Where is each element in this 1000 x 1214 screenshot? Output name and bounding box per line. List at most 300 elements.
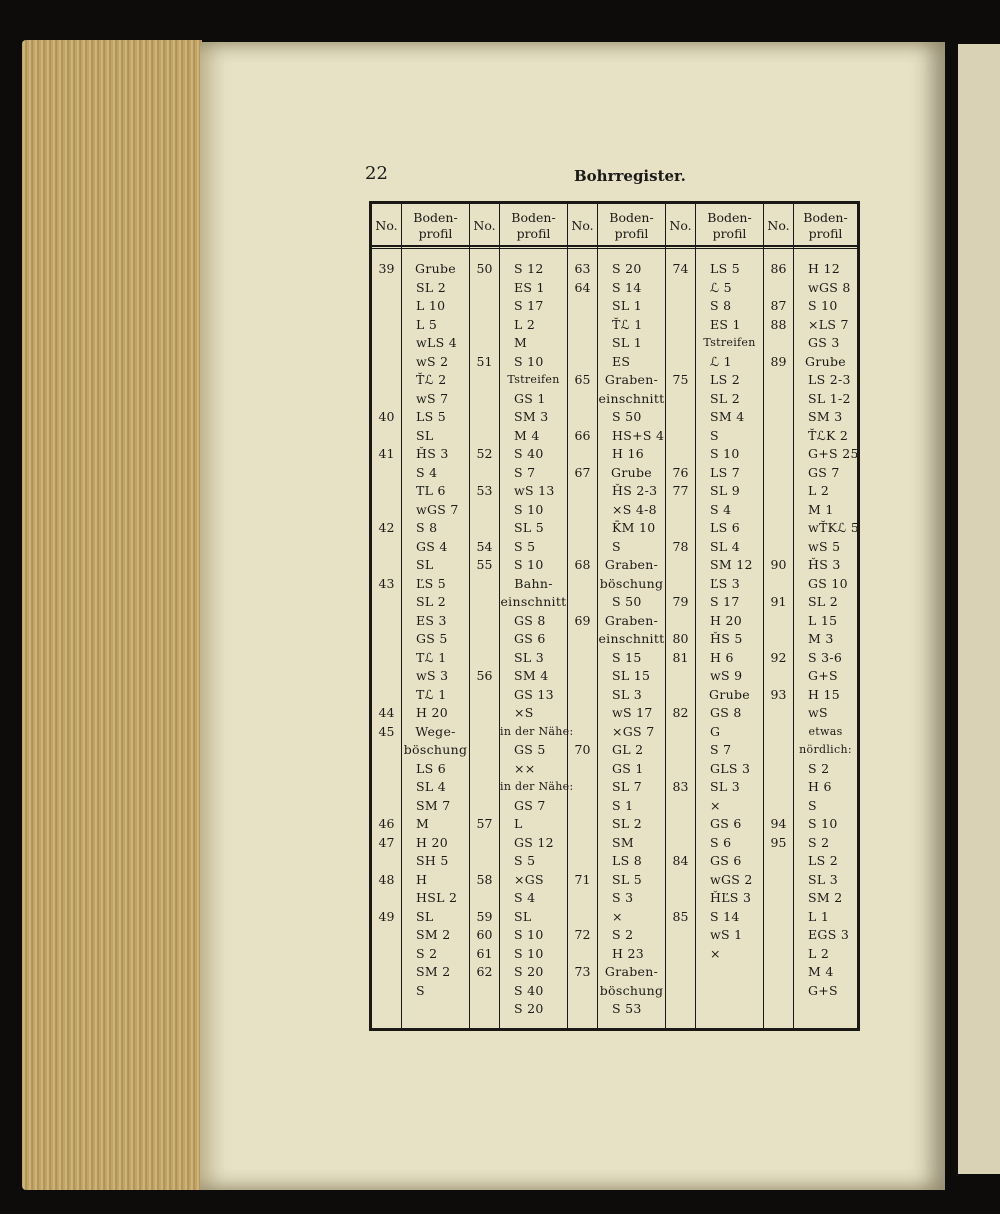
profile-entry: wGS 8 [808, 279, 851, 295]
profile-entry: SM 3 [514, 409, 549, 424]
profile-entry: Tstreifen [507, 373, 560, 386]
boring-number [470, 852, 499, 871]
boring-number [764, 408, 793, 427]
profile-entry: T̆ℒ 1 [612, 316, 643, 332]
boring-number [372, 889, 401, 908]
profile-entry: SL 2 [612, 816, 642, 831]
profile-entry: G+S 25 [808, 446, 859, 461]
profile-entry: Tstreifen [703, 336, 756, 349]
profile-entry: ȞS 3 [416, 446, 449, 461]
profile-entry: LS 2 [710, 372, 740, 387]
profile-entry: × [710, 797, 721, 813]
boring-number [372, 778, 401, 797]
header-no: No. [669, 218, 692, 233]
boring-number [568, 889, 597, 908]
boring-number [666, 556, 695, 575]
boring-number [568, 482, 597, 501]
boring-number [470, 834, 499, 853]
boring-number [666, 797, 695, 816]
profile-entry: SL [514, 908, 532, 924]
profile-entry: L 1 [808, 908, 830, 924]
profile-entry: M 4 [514, 427, 540, 443]
page-heading: Bohrregister. [574, 167, 686, 185]
profile-entry: GS 5 [514, 742, 546, 757]
boring-number [666, 926, 695, 945]
profile-entry: SL 4 [710, 538, 740, 554]
boring-number [568, 945, 597, 964]
profile-entry: S 8 [710, 298, 732, 313]
profile-entry: wT̆Kℒ 5 [808, 520, 860, 535]
profile-entry: ȞS 3 [808, 557, 841, 572]
header-profile: Boden- profil [511, 210, 556, 241]
profile-entry: SL 2 [416, 594, 446, 609]
profile-entry: SL 15 [612, 668, 651, 683]
profile-entry: LS 2-3 [808, 372, 851, 387]
profile-entry: L 2 [808, 945, 830, 961]
profile-entry: L 5 [416, 316, 438, 332]
boring-number: 73 [574, 964, 591, 979]
profile-entry: GS 6 [710, 853, 742, 868]
boring-number [568, 501, 597, 520]
profile-entry: einschnitt [500, 594, 567, 609]
profile-entry: S 4 [416, 464, 438, 480]
profile-entry: SL 4 [416, 779, 446, 794]
boring-number [470, 501, 499, 520]
boring-number [470, 704, 499, 723]
boring-number: 86 [770, 261, 787, 276]
profile-entry: TL 6 [416, 483, 446, 498]
profile-entry: SM [612, 834, 634, 850]
profile-entry: S 7 [710, 742, 732, 757]
profile-entry: ×GS 7 [612, 723, 655, 739]
profile-entry: böschung [403, 742, 468, 757]
boring-number: 60 [476, 927, 493, 942]
profile-entry: M 4 [808, 964, 834, 979]
profile-entry: S 20 [514, 1001, 544, 1016]
boring-number [764, 519, 793, 538]
boring-number [568, 519, 597, 538]
profile-entry: S 2 [808, 760, 830, 776]
boring-number [568, 334, 597, 353]
profile-entry: ȞS 5 [710, 631, 743, 646]
boring-number [470, 371, 499, 390]
boring-number: 66 [574, 427, 591, 443]
boring-number [372, 556, 401, 575]
boring-number [568, 797, 597, 816]
profile-entry: Tℒ 1 [416, 686, 447, 702]
boring-number [470, 760, 499, 779]
boring-number: 85 [672, 908, 689, 924]
boring-number [372, 353, 401, 372]
profile-entry: S 10 [514, 557, 544, 572]
boring-number: 95 [770, 834, 787, 850]
boring-number [470, 612, 499, 631]
boring-number [372, 297, 401, 316]
profile-entry: S 3-6 [808, 649, 843, 665]
boring-number [470, 778, 499, 797]
boring-number: 69 [574, 612, 591, 628]
boring-number: 80 [672, 631, 689, 646]
boring-number [764, 797, 793, 816]
boring-number: 43 [378, 575, 395, 591]
boring-number: 94 [770, 816, 787, 831]
boring-number [568, 852, 597, 871]
profile-entry: SL [416, 557, 434, 572]
boring-number [568, 908, 597, 927]
boring-number [666, 353, 695, 372]
boring-number [666, 390, 695, 409]
boring-number [372, 649, 401, 668]
boring-number [372, 945, 401, 964]
profile-entry: S 53 [612, 1001, 642, 1016]
profile-entry: böschung [599, 982, 664, 998]
profile-entry: S 40 [514, 446, 544, 461]
boring-number: 54 [476, 538, 493, 554]
boring-number [470, 316, 499, 335]
profile-entry: Grube [805, 353, 846, 369]
profile-entry: Graben- [604, 612, 659, 628]
boring-number [470, 279, 499, 298]
boring-number [372, 464, 401, 483]
profile-entry: GS 7 [808, 464, 840, 480]
header-no: No. [767, 218, 790, 233]
boring-number [470, 334, 499, 353]
boring-number: 40 [378, 409, 395, 424]
profile-entry: L 10 [416, 298, 446, 313]
header-no: No. [375, 218, 398, 233]
boring-number [470, 723, 499, 742]
boring-number [470, 797, 499, 816]
profile-entry: SM 7 [416, 797, 451, 813]
header-profile: Boden- profil [707, 210, 752, 241]
boring-number [764, 482, 793, 501]
boring-number [372, 334, 401, 353]
profile-entry: ×GS [514, 871, 544, 887]
profile-entry: S 6 [710, 834, 732, 850]
profile-entry: SM 2 [808, 890, 843, 905]
boring-number [764, 427, 793, 446]
profile-entry: S 2 [416, 945, 438, 961]
page-number: 22 [365, 163, 388, 184]
profile-entry: S 17 [514, 298, 544, 313]
profile-entry: LS 6 [710, 520, 740, 535]
header-rule-thin [369, 248, 860, 249]
boring-number [764, 334, 793, 353]
profile-entry: wLS 4 [416, 335, 457, 350]
profile-entry: S 4 [514, 890, 536, 905]
profile-entry: SL 9 [710, 483, 740, 498]
boring-number [568, 575, 597, 594]
boring-number [568, 704, 597, 723]
profile-entry: wS 3 [416, 668, 449, 683]
profile-entry: ×S 4-8 [612, 501, 657, 517]
boring-number [666, 501, 695, 520]
profile-entry: ĽS 3 [710, 575, 740, 591]
profile-entry: S 3 [612, 890, 634, 905]
boring-number [764, 963, 793, 982]
profile-entry: ES 1 [710, 316, 741, 332]
profile-entry: wGS 2 [710, 871, 753, 887]
boring-number [568, 778, 597, 797]
boring-number: 62 [476, 964, 493, 979]
boring-number [568, 834, 597, 853]
profile-entry: G+S [808, 982, 838, 998]
boring-number: 79 [672, 594, 689, 609]
profile-entry: GL 2 [612, 742, 644, 757]
profile-entry: Graben- [604, 372, 659, 387]
boring-number [666, 741, 695, 760]
boring-number [568, 353, 597, 372]
profile-entry: M 3 [808, 631, 834, 646]
boring-number [470, 575, 499, 594]
profile-entry: ȞĽS 3 [710, 890, 752, 905]
profile-entry: M [514, 335, 528, 350]
profile-entry: wS 5 [808, 538, 841, 554]
profile-entry: SL 1 [612, 335, 642, 350]
boring-number: 71 [574, 871, 591, 887]
profile-entry: SL 7 [612, 779, 642, 794]
boring-number: 44 [378, 705, 395, 720]
profile-entry: böschung [599, 575, 664, 591]
boring-number [764, 704, 793, 723]
boring-number [764, 501, 793, 520]
profile-entry: in der Nähe: [500, 724, 574, 738]
boring-number [764, 945, 793, 964]
boring-number [568, 408, 597, 427]
profile-entry: wS 2 [416, 353, 449, 369]
boring-number: 47 [378, 834, 395, 850]
profile-entry: S 5 [514, 538, 536, 554]
profile-entry: S [808, 797, 817, 813]
boring-number [666, 334, 695, 353]
boring-number [568, 297, 597, 316]
boring-number [764, 279, 793, 298]
profile-entry: ×× [514, 760, 536, 776]
profile-entry: LS 6 [416, 760, 446, 776]
boring-number: 59 [476, 908, 493, 924]
profile-entry: GS 1 [612, 760, 644, 776]
boring-number [666, 612, 695, 631]
book-page-edges [22, 40, 202, 1190]
profile-entry: etwas [808, 724, 843, 738]
profile-entry: wS 13 [514, 483, 555, 498]
profile-entry: S 10 [514, 945, 544, 961]
profile-entry: H 12 [808, 261, 840, 276]
boring-number [568, 649, 597, 668]
boring-number [568, 445, 597, 464]
boring-number [764, 889, 793, 908]
profile-entry: SL 5 [612, 871, 642, 887]
profile-entry: GLS 3 [710, 760, 751, 776]
profile-column-4 [696, 204, 764, 1028]
profile-entry: SL [416, 427, 434, 443]
profile-entry: S 7 [514, 464, 536, 480]
boring-number [666, 427, 695, 446]
profile-entry: S 20 [612, 261, 642, 276]
profile-entry: S 50 [612, 409, 642, 424]
boring-number [568, 538, 597, 557]
profile-column-1 [402, 204, 470, 1028]
profile-entry: H 20 [416, 834, 448, 850]
boring-number [666, 834, 695, 853]
boring-number [764, 760, 793, 779]
profile-column-2 [500, 204, 574, 1028]
boring-number [568, 593, 597, 612]
profile-entry: nördlich: [799, 743, 852, 756]
boring-number [372, 316, 401, 335]
boring-number [568, 630, 597, 649]
boring-number: 49 [378, 908, 395, 924]
boring-number [764, 575, 793, 594]
profile-entry: L 2 [514, 316, 536, 332]
profile-entry: GS 13 [514, 686, 554, 702]
boring-number: 65 [574, 372, 591, 387]
profile-entry: GS 5 [416, 631, 448, 646]
boring-number [372, 390, 401, 409]
boring-number: 58 [476, 871, 493, 887]
boring-number: 93 [770, 686, 787, 702]
profile-entry: SM 3 [808, 409, 843, 424]
boring-number [470, 593, 499, 612]
boring-number [666, 279, 695, 298]
borehole-register-table [369, 201, 860, 1031]
profile-entry: S 10 [514, 353, 544, 369]
boring-number: 74 [672, 261, 689, 276]
boring-number [666, 575, 695, 594]
profile-entry: S 40 [514, 982, 544, 998]
boring-number [666, 408, 695, 427]
profile-entry: einschnitt [598, 631, 665, 646]
boring-number [666, 815, 695, 834]
boring-number [764, 667, 793, 686]
profile-entry: T̆ℒK 2 [808, 427, 849, 443]
boring-number: 48 [378, 871, 395, 887]
profile-entry: SM 2 [416, 927, 451, 942]
boring-number [764, 871, 793, 890]
boring-number [372, 612, 401, 631]
profile-entry: S [710, 427, 719, 443]
profile-entry: GS 6 [514, 631, 546, 646]
profile-entry: Grube [415, 261, 456, 276]
profile-entry: × [710, 945, 721, 961]
boring-number: 52 [476, 446, 493, 461]
boring-number [666, 723, 695, 742]
profile-entry: L 15 [808, 612, 838, 628]
boring-number: 83 [672, 779, 689, 794]
boring-number: 46 [378, 816, 395, 831]
profile-entry: in der Nähe: [500, 780, 574, 793]
profile-entry: S 2 [612, 927, 634, 942]
profile-entry: G+S [808, 668, 838, 683]
boring-number [568, 815, 597, 834]
profile-entry: SL 3 [612, 686, 642, 702]
profile-entry: G [710, 723, 721, 739]
profile-entry: Wege- [415, 723, 456, 739]
boring-number: 57 [476, 816, 493, 831]
profile-entry: SM 4 [514, 668, 549, 683]
profile-entry: wS [808, 705, 828, 720]
profile-entry: S 15 [612, 649, 642, 665]
boring-number: 88 [770, 316, 787, 332]
profile-entry: GS 12 [514, 834, 554, 850]
profile-entry: Grube [611, 464, 652, 480]
profile-entry: einschnitt [598, 390, 665, 406]
boring-number [470, 630, 499, 649]
profile-entry: H 15 [808, 686, 840, 702]
boring-number [372, 926, 401, 945]
profile-column-3 [598, 204, 666, 1028]
boring-number: 90 [770, 557, 787, 572]
profile-entry: wS 1 [710, 927, 743, 942]
boring-number: 92 [770, 649, 787, 665]
profile-entry: S 14 [710, 908, 740, 924]
boring-number [568, 982, 597, 1001]
boring-number [764, 908, 793, 927]
boring-number [764, 538, 793, 557]
boring-number [372, 741, 401, 760]
profile-entry: H 23 [612, 945, 644, 961]
profile-entry: S 10 [710, 446, 740, 461]
boring-number: 75 [672, 372, 689, 387]
profile-entry: wS 7 [416, 390, 449, 406]
boring-number: 72 [574, 927, 591, 942]
boring-number [372, 852, 401, 871]
boring-number: 51 [476, 353, 493, 369]
boring-number [372, 538, 401, 557]
profile-entry: H 20 [416, 705, 448, 720]
profile-entry: GS 4 [416, 538, 448, 554]
boring-number [764, 778, 793, 797]
no-column-2 [470, 204, 500, 1028]
boring-number: 55 [476, 557, 493, 572]
profile-entry: HSL 2 [416, 890, 458, 905]
boring-number: 63 [574, 261, 591, 276]
boring-number [372, 797, 401, 816]
profile-entry: × [612, 908, 623, 924]
boring-number [470, 741, 499, 760]
boring-number [764, 852, 793, 871]
profile-entry: T̆ℒ 2 [416, 372, 447, 387]
profile-entry: SL 2 [808, 594, 838, 609]
boring-number [666, 667, 695, 686]
profile-entry: HS+S 4 [612, 427, 665, 443]
profile-entry: wGS 7 [416, 501, 459, 517]
boring-number [372, 482, 401, 501]
profile-entry: H 6 [808, 779, 832, 794]
profile-entry: wS 17 [612, 705, 653, 720]
profile-entry: S 20 [514, 964, 544, 979]
boring-number: 78 [672, 538, 689, 554]
profile-entry: ĽS 5 [416, 575, 446, 591]
profile-entry: SL 3 [710, 779, 740, 794]
boring-number [666, 889, 695, 908]
profile-entry: SL 2 [710, 390, 740, 406]
boring-number: 82 [672, 705, 689, 720]
boring-number [764, 371, 793, 390]
boring-number [568, 686, 597, 705]
boring-number [372, 501, 401, 520]
boring-number [666, 316, 695, 335]
profile-entry: Grube [709, 686, 750, 702]
profile-entry: SM 2 [416, 964, 451, 979]
profile-entry: GS 7 [514, 797, 546, 813]
profile-entry: SL [416, 908, 434, 924]
profile-entry: LS 5 [416, 409, 446, 424]
boring-number [764, 723, 793, 742]
profile-entry: S 17 [710, 594, 740, 609]
profile-entry: ×LS 7 [808, 316, 849, 332]
boring-number: 42 [378, 520, 395, 535]
